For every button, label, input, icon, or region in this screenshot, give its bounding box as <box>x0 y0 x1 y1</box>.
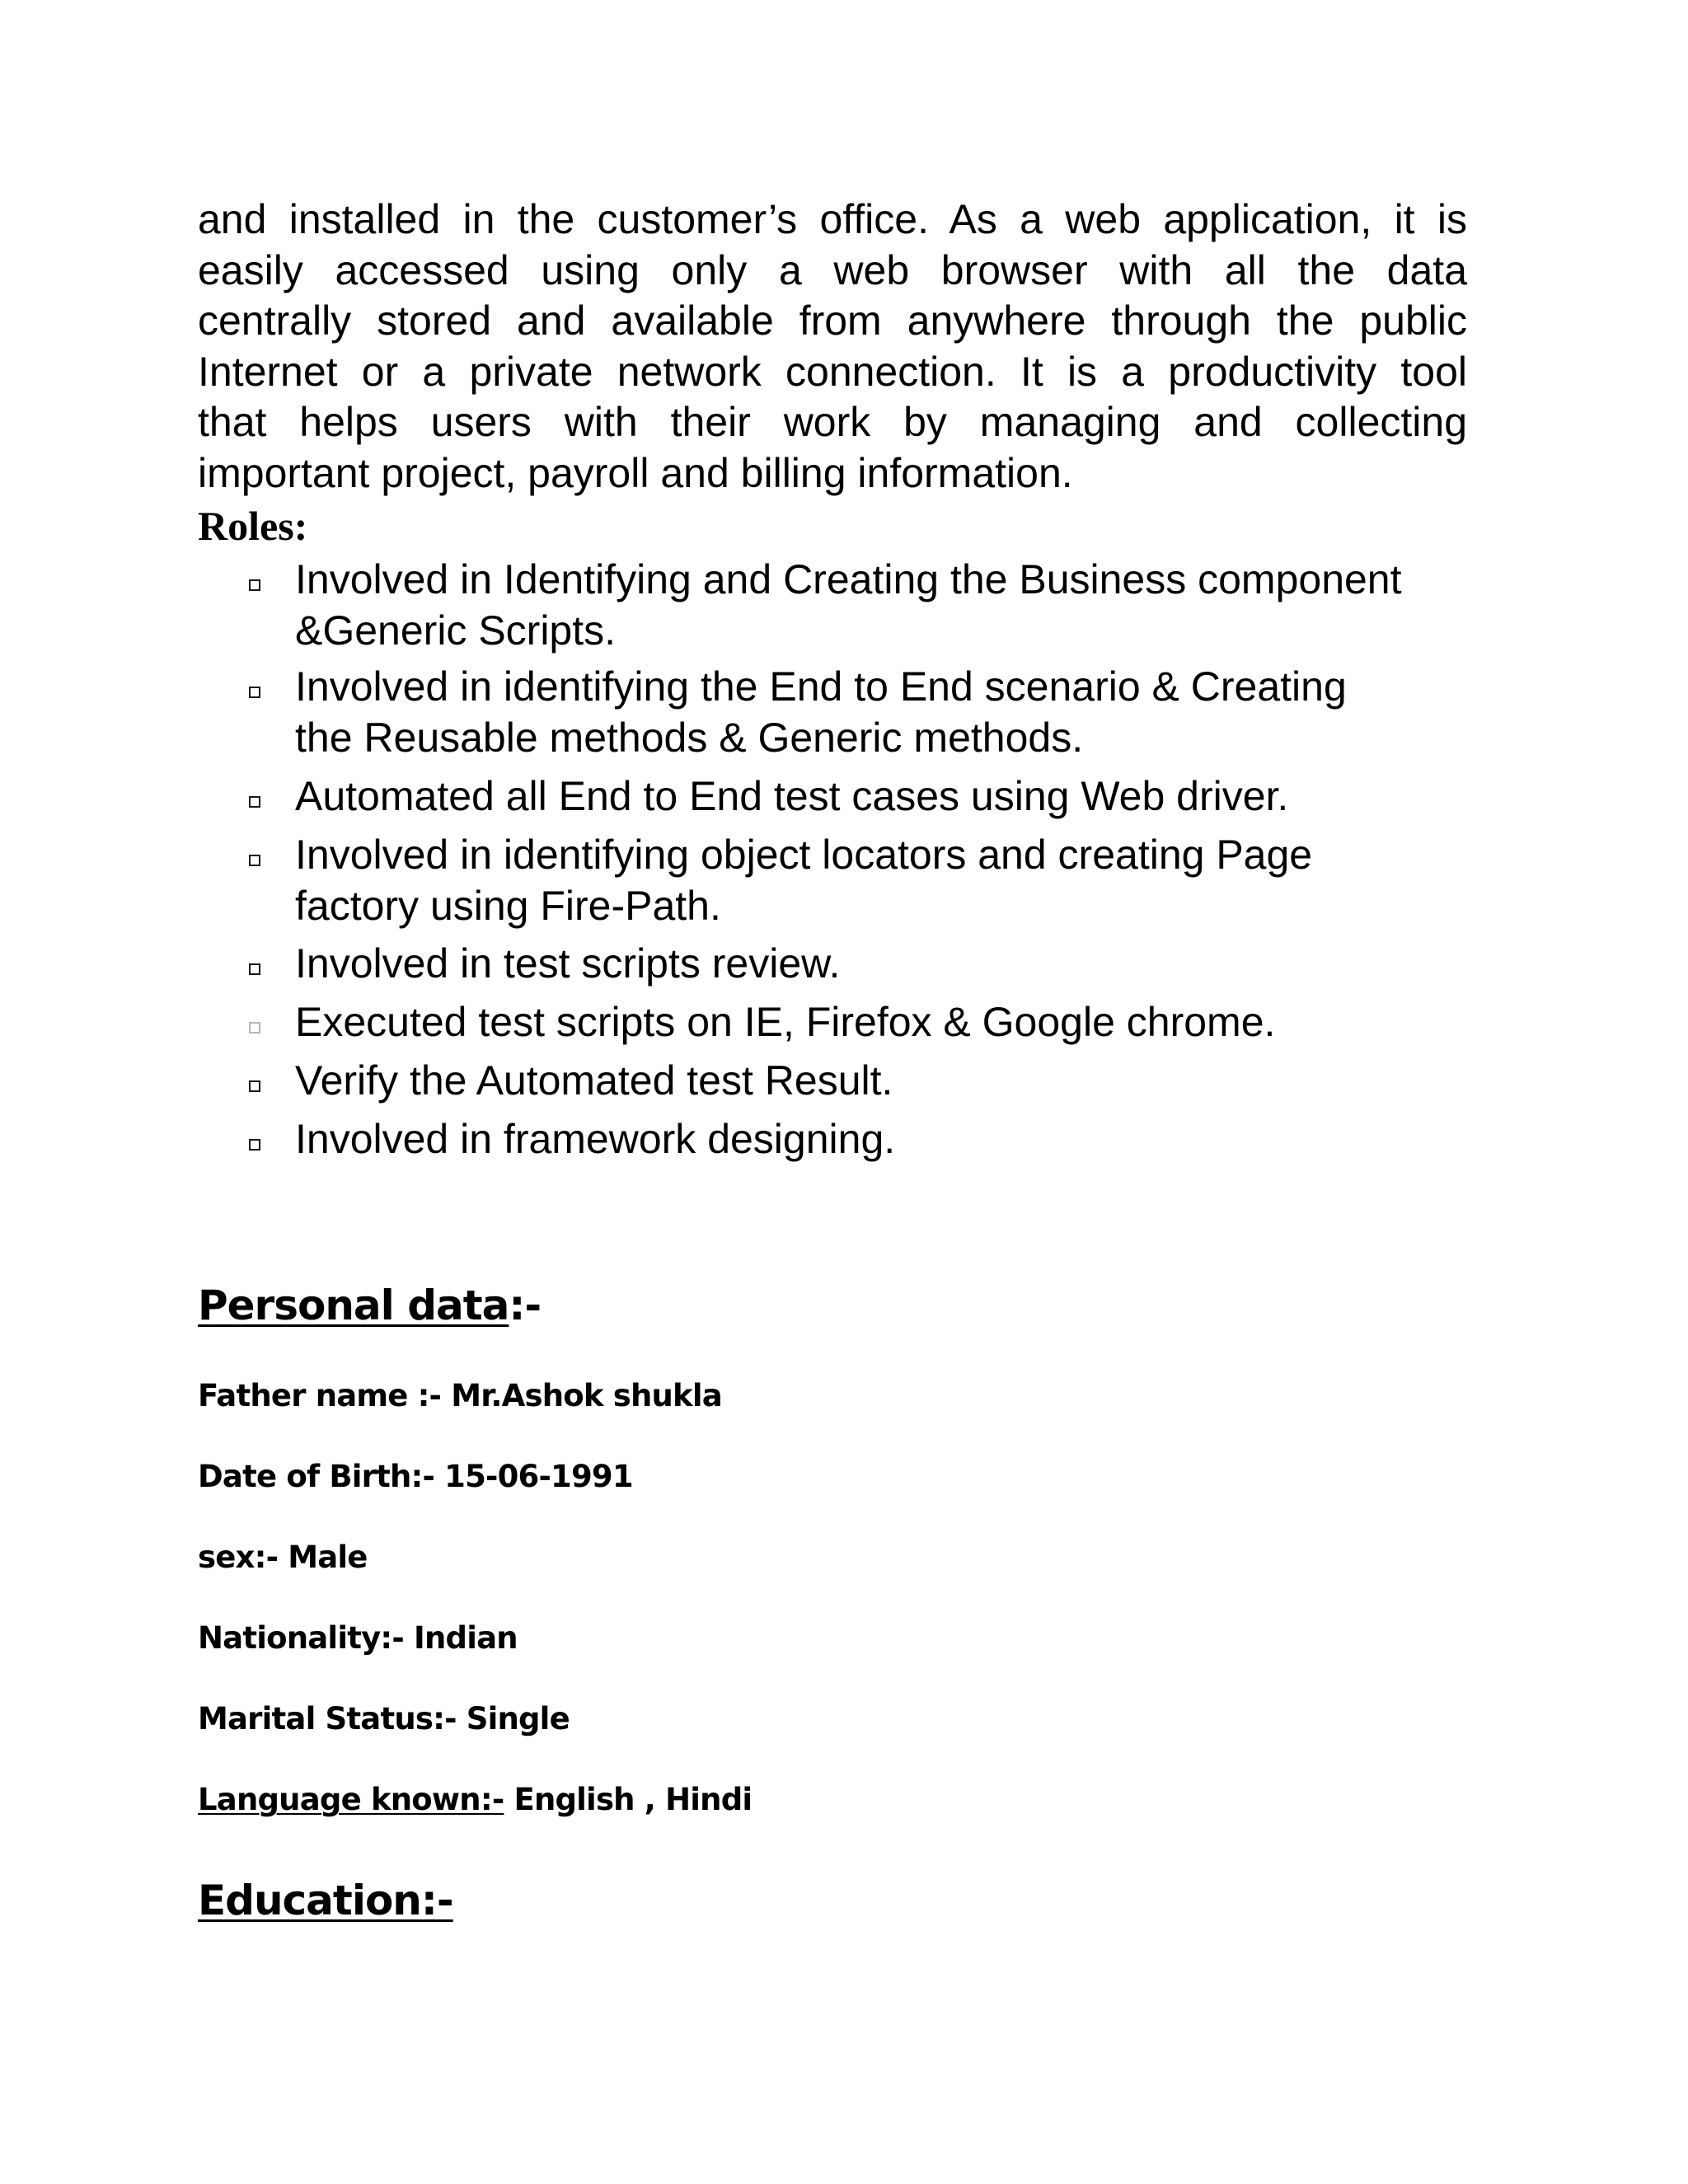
father-name: Father name :- Mr.Ashok shukla <box>198 1378 722 1413</box>
sex: sex:- Male <box>198 1540 368 1575</box>
square-bullet-icon <box>249 687 260 698</box>
square-bullet-icon <box>249 796 260 808</box>
role-text-line: Involved in identifying object locators and creating Page <box>295 832 1313 878</box>
project-description-line: Internet or a private network connection. It is a productivity tool <box>198 348 1467 395</box>
role-text-line: &Generic Scripts. <box>295 607 617 654</box>
languages-known-label: Language known:- <box>198 1782 504 1817</box>
project-description-line: centrally stored and available from anywhere through the public <box>198 298 1467 344</box>
square-bullet-icon <box>249 963 260 975</box>
square-bullet-icon <box>249 855 260 866</box>
project-description-line: easily accessed using only a web browser with all the data <box>198 246 1467 293</box>
role-text <box>295 661 1482 763</box>
role-text-line: the Reusable methods & Generic methods. <box>295 715 1084 761</box>
faint-square-bullet-icon <box>249 1022 260 1033</box>
languages-known-value: English , Hindi <box>504 1782 753 1817</box>
date-of-birth: Date of Birth:- 15-06-1991 <box>198 1459 633 1494</box>
project-description-line: that helps users with their work by managing and collecting <box>198 399 1467 445</box>
role-text: Automated all End to End test cases using Web driver. <box>295 773 1289 819</box>
square-bullet-icon <box>249 1139 260 1151</box>
personal-data-heading <box>198 1281 541 1330</box>
role-text: Involved in test scripts review. <box>295 940 841 987</box>
square-bullet-icon <box>249 1080 260 1092</box>
role-text-line: Involved in identifying the End to End scenario & Creating <box>295 663 1347 710</box>
role-text-line: factory using Fire-Path. <box>295 883 721 929</box>
role-text: Involved in framework designing. <box>295 1116 896 1162</box>
role-text-line: Involved in Identifying and Creating the Business component <box>295 556 1402 602</box>
project-description-line: important project, payroll and billing information. <box>198 449 1073 496</box>
personal-data-heading-text: Personal data <box>198 1282 509 1329</box>
project-description <box>198 194 1467 499</box>
marital-status: Marital Status:- Single <box>198 1701 570 1736</box>
nationality: Nationality:- Indian <box>198 1620 518 1656</box>
education-heading <box>198 1876 453 1925</box>
project-description-line: and installed in the customer’s office. As a web application, it is <box>198 196 1467 242</box>
roles-heading: Roles: <box>198 503 308 549</box>
languages-known <box>198 1782 752 1818</box>
square-bullet-icon <box>249 579 260 591</box>
personal-data-heading-suffix: :- <box>509 1282 542 1329</box>
role-text: Executed test scripts on IE, Firefox & Google chrome. <box>295 999 1276 1045</box>
role-text <box>295 829 1482 931</box>
role-text <box>295 554 1482 656</box>
role-text: Verify the Automated test Result. <box>295 1057 893 1104</box>
education-heading-text: Education:- <box>198 1877 453 1924</box>
